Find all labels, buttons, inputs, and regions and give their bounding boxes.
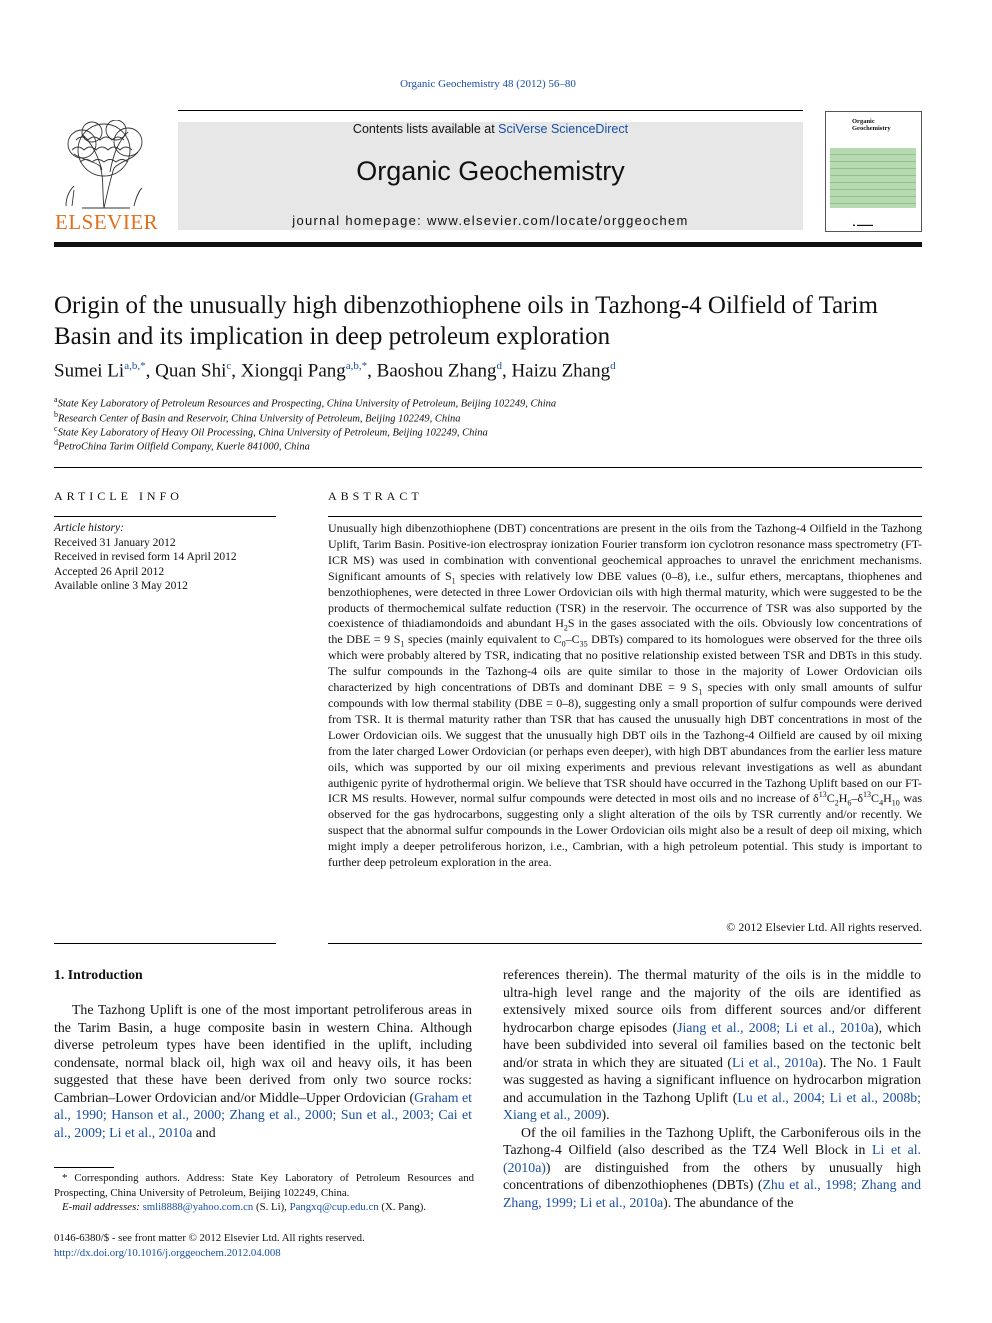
header-thick-rule: [54, 242, 922, 247]
email-owner: (S. Li),: [255, 1201, 287, 1213]
cover-artwork: [830, 148, 916, 208]
affiliation-key: a: [54, 395, 58, 404]
citation-link[interactable]: Li et al., 2010a: [732, 1054, 819, 1070]
abstract-heading: ABSTRACT: [328, 489, 423, 503]
contents-line: [178, 122, 803, 136]
email-link[interactable]: Pangxq@cup.edu.cn: [289, 1201, 379, 1213]
body-paragraph: Of the oil families in the Tazhong Uplift, the Carboniferous oils in the Tazhong-4 Oilfield (also described as the TZ4 Well Block in Li et al. (2010a)) are distinguished from the others by unusually high concentrations of dibenzothiophenes (DBTs) (Zhu et al., 1998; Zhang and Zhang, 1999; Li et al., 2010a). The abundance of the: [503, 1124, 921, 1210]
corresponding-author-note: * Corresponding authors. Address: State Key Laboratory of Petroleum Resources and Prospecting, China University of Petroleum, Beijing 102249, China.: [54, 1172, 474, 1199]
author-affiliation-mark[interactable]: d: [496, 360, 502, 372]
cover-publisher-mark: ▲ ▬▬▬▬: [852, 222, 873, 227]
author-name[interactable]: Baoshou Zhang: [376, 360, 497, 382]
history-label: Article history:: [54, 522, 124, 534]
footnote-corresponding: [54, 1171, 474, 1215]
history-revised: Received in revised form 14 April 2012: [54, 551, 237, 563]
email-line: [54, 1200, 474, 1215]
journal-homepage[interactable]: journal homepage: www.elsevier.com/locate/orggeochem: [292, 213, 689, 228]
affiliation-text: PetroChina Tarim Oilfield Company, Kuerle 841000, China: [58, 441, 310, 453]
author-affiliation-mark[interactable]: d: [610, 360, 616, 372]
doi-link[interactable]: http://dx.doi.org/10.1016/j.orggeochem.2012.04.008: [54, 1246, 281, 1259]
abstract-text: Unusually high dibenzothiophene (DBT) concentrations are present in the oils from the Tazhong-4 Oilfield in the Tazhong Uplift, Tarim Basin. Positive-ion electrospray ionization Fourier transform ion cyclotron resonance mass spectrometry (FT-ICR MS) was used in combination with conventional geochemical approaches to unravel the enrichment mechanisms. Significant amounts of $S_1$ species with relatively low DBE values (0–8), i.e., sulfur ethers, mercaptans, thiophenes and benzothiophenes, were detected in three Lower Ordovician oils with high thermal maturity, which were suggested to be the products of thermochemical sulfate reduction (TSR) in the reservoir. The occurrence of TSR was also supported by the coexistence of thiadiamondoids and abundant $H_2S$ in the gases associated with the oils. Obviously low concentrations of the DBE = 9 $S_1$ species (mainly equivalent to $C_0-C_{35}$ DBTs) compared to its homologues were observed for the three oils which were probably altered by TSR, indicating that no positive relationship existed between TSR and DBTs in this study. The sulfur compounds in the Tazhong-4 oils are quite similar to those in the majority of Lower Ordovician oils characterized by high concentrations of DBTs and dominant DBE = 9 $S_1$ species with only small amounts of sulfur compounds with low thermal stability (DBE = 0–8), suggesting only a small proportion of sulfur compounds were derived from TSR. It is thermal maturity rather than TSR that has caused the unusually high DBT concentrations in most of the Lower Ordovician oils. We suggest that the unusually high DBT oils in the Tazhong-4 Oilfield are caused by oil mixing from the later charged Lower Ordovician (or perhaps even deeper), with high DBT abundances from the earlier less mature oils, which was supported by our oil mixing experiments and previous relevant investigations as well as abundant authigenic pyrite of hydrothermal origin. We believe that TSR should have occurred in the Tazhong Uplift based on our FT-ICR MS results. However, normal sulfur compounds were detected in most oils and no increase of $\delta^{13}C_2H_6-\delta^{13}C_4H_{10}$ was observed for the gas hydrocarbons, suggesting only a slight alteration of the oils by TSR currently and/or recently. We suspect that the abnormal sulfur compounds in the Lower Ordovician oils might also be a result of deep oil mixing, which might imply a deeper petroliferous horizon, i.e., Cambrian, with a high petroleum potential. This study is important to further deep petroleum exploration in the area.: [328, 521, 923, 870]
article-title: Origin of the unusually high dibenzothiophene oils in Tazhong-4 Oilfield of Tarim Basin and its implication in deep petroleum exploration: [54, 292, 878, 350]
history-accepted: Accepted 26 April 2012: [54, 565, 165, 578]
affiliation-text: State Key Laboratory of Petroleum Resources and Prospecting, China University of Petroleum, Beijing 102249, China: [57, 398, 557, 410]
tree-icon: [52, 120, 156, 212]
body-paragraph: references therein). The thermal maturity of the oils is in the middle to ultra-high level range and the majority of the oils are identified as extensively mixed source oils from different sources and/or different hydrocarbon charge episodes (Jiang et al., 2008; Li et al., 2010a), which have been subdivided into several oil families based on the tectonic belt and/or strata in which they are situated (Li et al., 2010a). The No. 1 Fault was suggested as having a significant influence on hydrocarbon migration and accumulation in the Tazhong Uplift (Lu et al., 2004; Li et al., 2008b; Xiang et al., 2009).: [503, 967, 921, 1122]
body-column-left: [54, 1001, 472, 1141]
section-heading-introduction: 1. Introduction: [54, 967, 143, 982]
citation-link[interactable]: Zhu et al., 1998; Zhang and Zhang, 1999; Li et al., 2010a: [503, 1177, 921, 1210]
email-link[interactable]: smli8888@yahoo.com.cn: [142, 1201, 254, 1213]
citation-link[interactable]: Lu et al., 2004; Li et al., 2008b; Xiang et al., 2009: [503, 1089, 921, 1122]
body-column-right: [503, 966, 921, 1211]
affiliation-key: c: [54, 424, 58, 433]
affiliation-divider: [54, 467, 922, 468]
cover-title-line-2: Geochemistry: [852, 125, 891, 132]
affiliation: [54, 424, 488, 439]
affiliation-key: b: [54, 410, 58, 419]
author-name[interactable]: Quan Shi: [155, 360, 227, 382]
article-info-rule: [54, 516, 276, 517]
author-list: Sumei $Li^{a,b,*}$, Quan Shi$^c$, Xiongqi Pang$^{a,b,*}$, Baoshou Zhang$^d$, Haizu Zhang$^d$: [54, 360, 616, 382]
author-affiliation-mark[interactable]: c: [226, 360, 232, 372]
abstract-copyright: © 2012 Elsevier Ltd. All rights reserved.: [726, 920, 922, 934]
citation-link[interactable]: Jiang et al., 2008; Li et al., 2010a: [677, 1019, 874, 1035]
affiliation-text: State Key Laboratory of Heavy Oil Processing, China University of Petroleum, Beijing 102249, China: [57, 427, 488, 439]
email-owner: (X. Pang).: [381, 1201, 427, 1213]
issn-line: 0146-6380/$ - see front matter © 2012 Elsevier Ltd. All rights reserved.: [54, 1232, 365, 1244]
article-info-heading: ARTICLE INFO: [54, 489, 183, 503]
cover-title-line-1: Organic: [852, 118, 875, 125]
abstract-bottom-rule: [328, 943, 922, 944]
history-received: Received 31 January 2012: [54, 536, 176, 549]
sciencedirect-link[interactable]: SciVerse ScienceDirect: [498, 122, 629, 136]
header-divider: [178, 110, 803, 111]
journal-cover-thumbnail[interactable]: [825, 111, 922, 232]
author-name[interactable]: Haizu Zhang: [511, 360, 611, 382]
journal-name: Organic Geochemistry: [356, 156, 625, 186]
elsevier-wordmark: ELSEVIER: [55, 210, 159, 234]
author-name[interactable]: Sumei Li: [54, 360, 125, 382]
contents-prefix: Contents lists available at: [352, 122, 499, 136]
footnote-rule: [54, 1167, 114, 1168]
front-matter: [54, 1231, 365, 1260]
cover-title: [852, 118, 891, 132]
article-history: [54, 521, 237, 594]
affiliation: [54, 438, 310, 453]
affiliation: [54, 395, 556, 410]
history-online: Available online 3 May 2012: [54, 580, 188, 592]
journal-reference-link[interactable]: Organic Geochemistry 48 (2012) 56–80: [400, 78, 576, 90]
author-affiliation-mark[interactable]: a,b,*: [345, 360, 368, 372]
citation-link[interactable]: Graham et al., 1990; Hanson et al., 2000; Zhang et al., 2000; Sun et al., 2003; Cai et al., 2009; Li et al., 2010a: [54, 1089, 473, 1140]
email-label: E-mail addresses:: [62, 1201, 140, 1213]
affiliation-key: d: [54, 438, 58, 447]
affiliation-text: Research Center of Basin and Reservoir, China University of Petroleum, Beijing 102249, China: [58, 413, 461, 425]
abstract-rule: [328, 516, 922, 517]
affiliation: [54, 410, 461, 425]
author-affiliation-mark[interactable]: a,b,*: [124, 360, 146, 372]
citation-link[interactable]: Li et al. (2010a): [503, 1142, 921, 1175]
author-name[interactable]: Xiongqi Pang: [240, 360, 346, 382]
body-paragraph: The Tazhong Uplift is one of the most important petroliferous areas in the Tarim Basin, a huge composite basin in western China. Although diverse petroleum types have been identified in the uplift, including condensate, normal black oil, high wax oil and heavy oils, it has been suggested that these have been derived from only two source rocks: Cambrian–Lower Ordovician and/or Middle–Upper Ordovician (Graham et al., 1990; Hanson et al., 2000; Zhang et al., 2000; Sun et al., 2003; Cai et al., 2009; Li et al., 2010a and: [54, 1002, 473, 1140]
article-info-bottom-rule: [54, 943, 276, 944]
